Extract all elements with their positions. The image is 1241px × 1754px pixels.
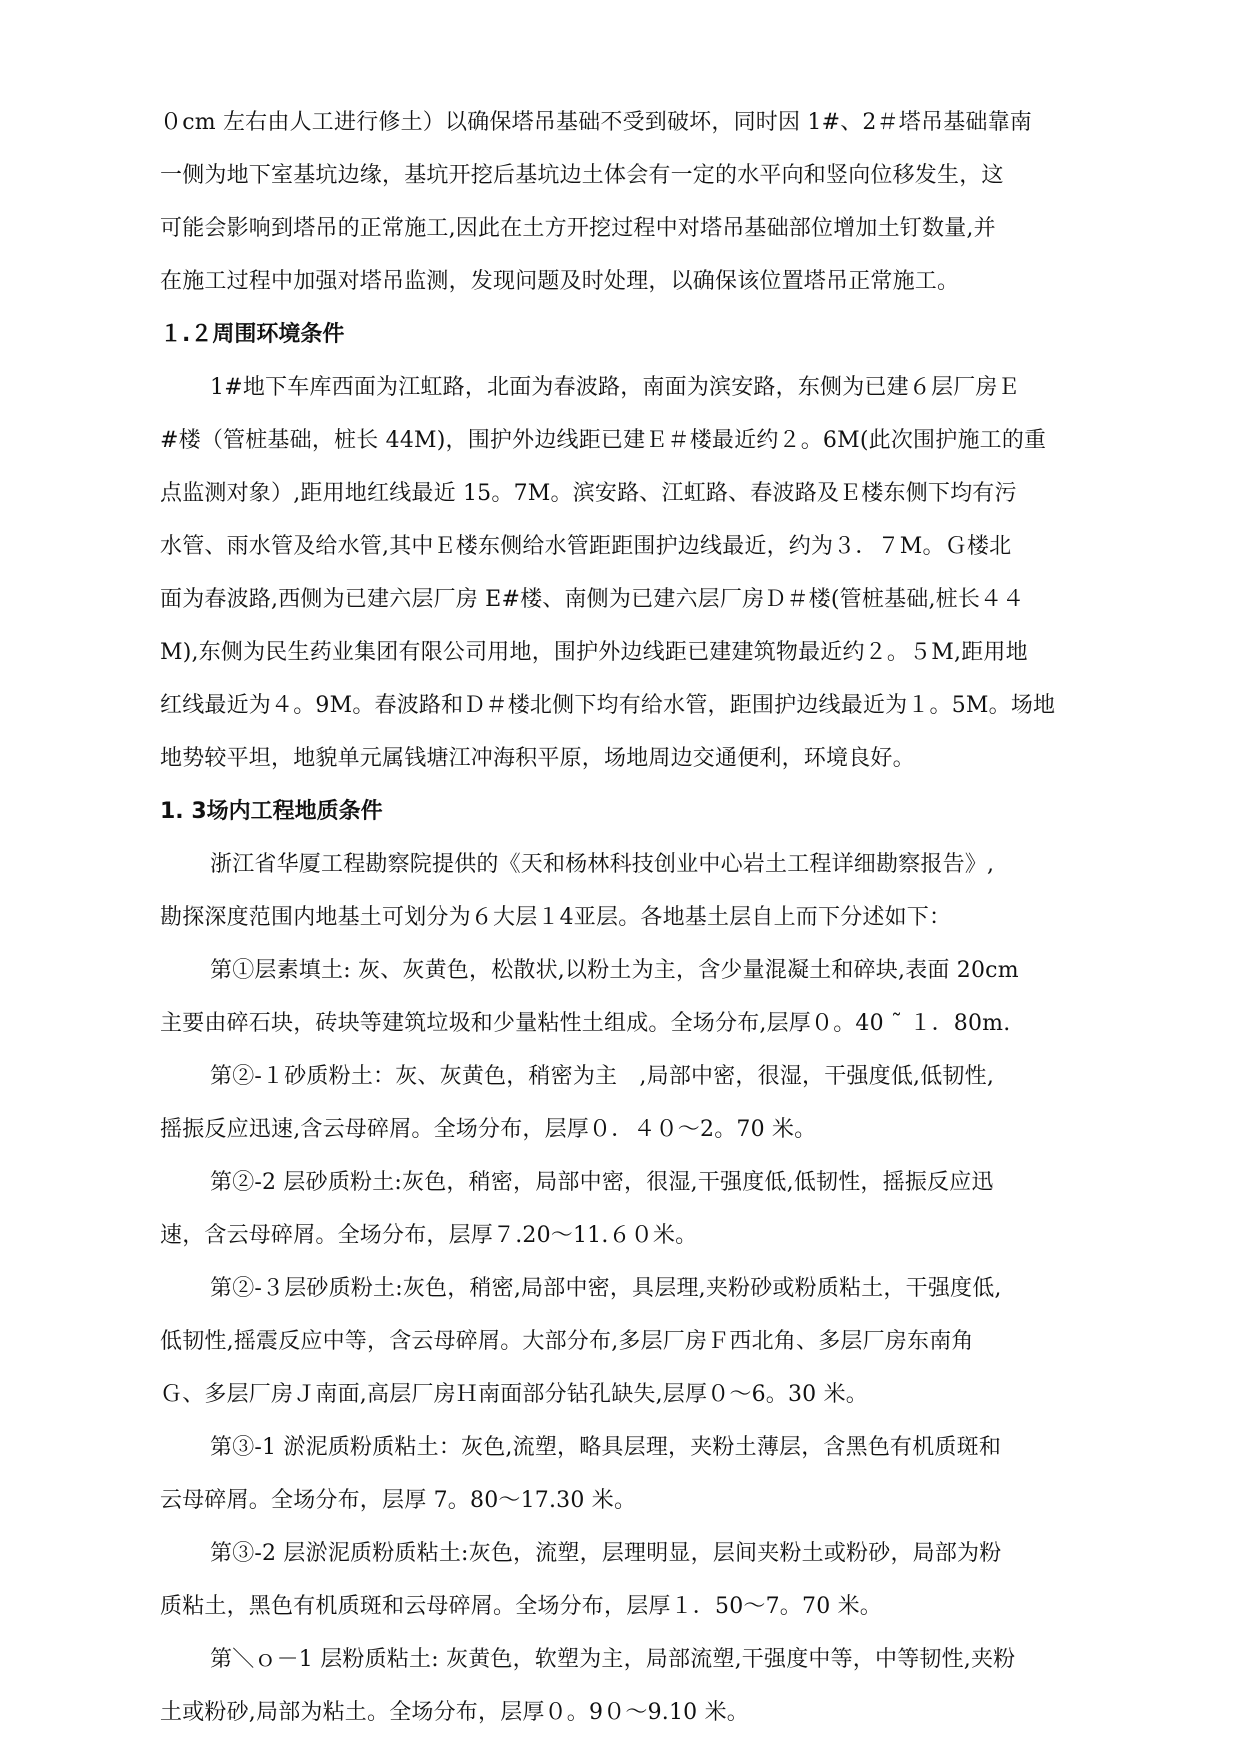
text-line: ０cm 左右由人工进行修土）以确保塔吊基础不受到破坏，同时因 1#、2＃塔吊基础靠南	[160, 110, 1032, 135]
text-line: 第②-2 层砂质粉土:灰色，稍密，局部中密，很湿,干强度低,低韧性，摇振反应迅	[210, 1170, 994, 1195]
text-line: 第＼ｏ－1 层粉质粘土: 灰黄色，软塑为主，局部流塑,干强度中等，中等韧性,夹粉	[210, 1647, 1016, 1672]
text-line: 1#地下车库西面为江虹路，北面为春波路，南面为滨安路，东侧为已建６层厂房Ｅ	[210, 375, 1020, 400]
section-heading-1-2: １.２周围环境条件	[160, 322, 345, 347]
text-line: 勘探深度范围内地基土可划分为６大层１4亚层。各地基土层自上而下分述如下：	[160, 905, 952, 930]
text-line: M),东侧为民生药业集团有限公司用地，围护外边线距已建建筑物最近约２。５M,距用地	[160, 640, 1028, 665]
text-line: 第②-３层砂质粉土:灰色，稍密,局部中密，具层理,夹粉砂或粉质粘土，干强度低,	[210, 1276, 1002, 1301]
text-line: 第③-1 淤泥质粉质粘土：灰色,流塑，略具层理，夹粉土薄层，含黑色有机质斑和	[210, 1435, 1002, 1460]
text-line: 地势较平坦，地貌单元属钱塘江冲海积平原，场地周边交通便利，环境良好。	[160, 746, 915, 771]
text-line: #楼（管桩基础，桩长 44M)，围护外边线距已建Ｅ＃楼最近约２。6M(此次围护施工的重	[160, 428, 1047, 453]
text-line: 在施工过程中加强对塔吊监测，发现问题及时处理，以确保该位置塔吊正常施工。	[160, 269, 960, 294]
text-line: 点监测对象）,距用地红线最近 15。7M。滨安路、江虹路、春波路及Ｅ楼东侧下均有污	[160, 481, 1017, 506]
environment-paragraph	[160, 361, 1120, 785]
text-line: 一侧为地下室基坑边缘，基坑开挖后基坑边土体会有一定的水平向和竖向位移发生，这	[160, 163, 1004, 188]
text-line: 质粘土，黑色有机质斑和云母碎屑。全场分布，层厚１．50～7。70 米。	[160, 1594, 882, 1619]
section-heading-1-3: 1. 3场内工程地质条件	[160, 799, 383, 824]
text-line: 水管、雨水管及给水管,其中Ｅ楼东侧给水管距距围护边线最近，约为３．７M。Ｇ楼北	[160, 534, 1012, 559]
text-line: 云母碎屑。全场分布，层厚 7。80～17.30 米。	[160, 1488, 637, 1513]
text-line: 主要由碎石块，砖块等建筑垃圾和少量粘性土组成。全场分布,层厚０。40 ˜ １．80m.	[160, 1011, 1011, 1036]
text-line: 低韧性,摇震反应中等，含云母碎屑。大部分布,多层厂房Ｆ西北角、多层厂房东南角	[160, 1329, 974, 1354]
text-line: 第①层素填土: 灰、灰黄色，松散状,以粉土为主，含少量混凝土和碎块,表面 20cm	[210, 958, 1019, 983]
text-line: 速，含云母碎屑。全场分布，层厚７.20～11.６０米。	[160, 1223, 698, 1248]
geology-paragraphs	[160, 838, 1120, 1739]
text-line: 第③-2 层淤泥质粉质粘土:灰色，流塑，层理明显，层间夹粉土或粉砂，局部为粉	[210, 1541, 1002, 1566]
document-page	[160, 96, 1120, 1739]
text-line: 可能会影响到塔吊的正常施工,因此在土方开挖过程中对塔吊基础部位增加土钉数量,并	[160, 216, 996, 241]
text-line: 面为春波路,西侧为已建六层厂房 E#楼、南侧为已建六层厂房Ｄ＃楼(管桩基础,桩长４４	[160, 587, 1025, 612]
intro-paragraph	[160, 96, 1120, 308]
text-line: Ｇ、多层厂房Ｊ南面,高层厂房Ｈ南面部分钻孔缺失,层厚０～6。30 米。	[160, 1382, 868, 1407]
text-line: 浙江省华厦工程勘察院提供的《天和杨林科技创业中心岩土工程详细勘察报告》,	[210, 852, 995, 877]
text-line: 摇振反应迅速,含云母碎屑。全场分布，层厚０．４０～2。70 米。	[160, 1117, 817, 1142]
text-line: 土或粉砂,局部为粘土。全场分布，层厚０。9０～9.10 米。	[160, 1700, 749, 1725]
text-line: 第②-１砂质粉土：灰、灰黄色，稍密为主 ,局部中密，很湿，干强度低,低韧性,	[210, 1064, 995, 1089]
text-line: 红线最近为４。9M。春波路和Ｄ＃楼北侧下均有给水管，距围护边线最近为１。5M。场地	[160, 693, 1056, 718]
